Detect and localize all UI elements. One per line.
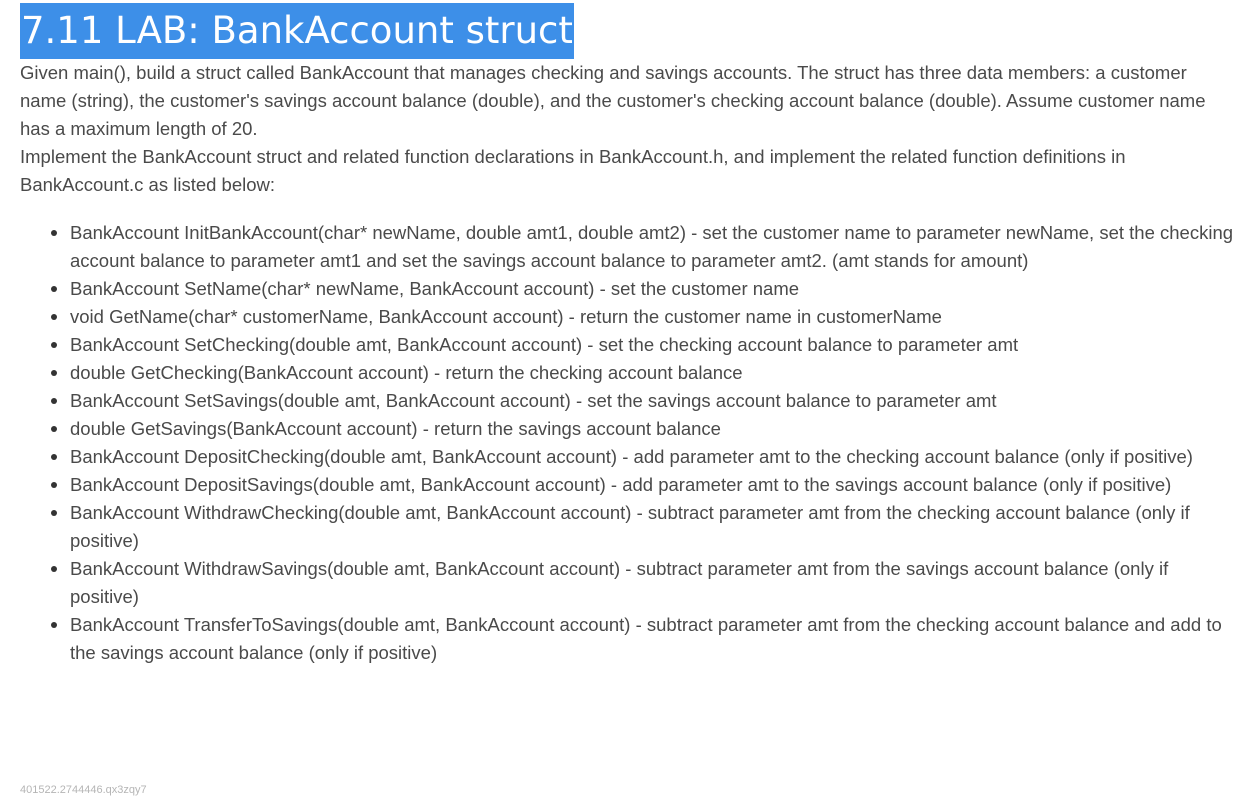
list-item: BankAccount WithdrawSavings(double amt, BankAccount account) - subtract parameter amt from the savings account balance (only if positive): [70, 555, 1236, 611]
list-item: BankAccount WithdrawChecking(double amt, BankAccount account) - subtract parameter amt from the checking account balance (only if positive): [70, 499, 1236, 555]
instructions-paragraph: Implement the BankAccount struct and related function declarations in BankAccount.h, and implement the related function definitions in BankAccount.c as listed below:: [20, 146, 1126, 195]
page-title: 7.11 LAB: BankAccount struct: [20, 3, 574, 59]
lab-page: [20, 0, 1236, 667]
intro-paragraph: Given main(), build a struct called BankAccount that manages checking and savings accounts. The struct has three data members: a customer name (string), the customer's savings account balance (double), and the customer's checking account balance (double). Assume customer name has a maximum length of 20.: [20, 62, 1206, 139]
list-item: void GetName(char* customerName, BankAccount account) - return the customer name in customerName: [70, 303, 1236, 331]
list-item: BankAccount DepositSavings(double amt, BankAccount account) - add parameter amt to the savings account balance (only if positive): [70, 471, 1236, 499]
list-item: BankAccount SetName(char* newName, BankAccount account) - set the customer name: [70, 275, 1236, 303]
function-list: [20, 219, 1236, 667]
list-item: BankAccount SetSavings(double amt, BankAccount account) - set the savings account balance to parameter amt: [70, 387, 1236, 415]
list-item: BankAccount InitBankAccount(char* newName, double amt1, double amt2) - set the customer name to parameter newName, set the checking account balance to parameter amt1 and set the savings account balance to parameter amt2. (amt stands for amount): [70, 219, 1236, 275]
list-item: BankAccount TransferToSavings(double amt, BankAccount account) - subtract parameter amt from the checking account balance and add to the savings account balance (only if positive): [70, 611, 1236, 667]
list-item: BankAccount DepositChecking(double amt, BankAccount account) - add parameter amt to the checking account balance (only if positive): [70, 443, 1236, 471]
title-container: [20, 3, 1236, 59]
list-item: double GetChecking(BankAccount account) - return the checking account balance: [70, 359, 1236, 387]
list-item: double GetSavings(BankAccount account) - return the savings account balance: [70, 415, 1236, 443]
lab-id-footer: 401522.2744446.qx3zqy7: [20, 784, 147, 796]
list-item: BankAccount SetChecking(double amt, BankAccount account) - set the checking account balance to parameter amt: [70, 331, 1236, 359]
